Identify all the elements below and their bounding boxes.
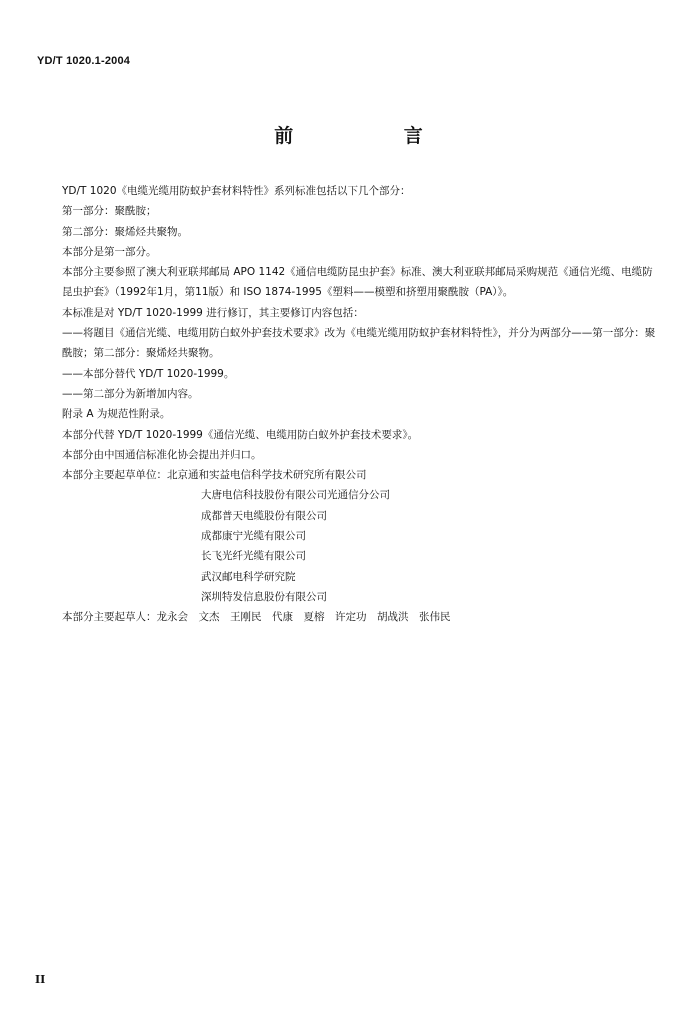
drafters-row	[62, 607, 662, 627]
drafter-name: 代康	[272, 611, 293, 624]
drafting-unit: 北京通和实益电信科学技术研究所有限公司	[167, 469, 367, 482]
paragraph-part-one: 第一部分：聚酰胺；	[62, 205, 157, 218]
paragraph-replaces: ——本部分替代 YD/T 1020-1999。	[62, 367, 235, 380]
paragraph-series-intro: YD/T 1020《电缆光缆用防蚁护套材料特性》系列标准包括以下几个部分：	[62, 185, 411, 197]
drafter-name: 王刚民	[230, 611, 262, 624]
paragraph-references: 本部分主要参照了澳大利亚联邦邮局 APO 1142《通信电缆防昆虫护套》标准、澳大利亚联邦邮局采购规范《通信光缆、电缆防昆虫护套》（1992年1月，第11版）和 ISO 1874-1995《塑料——模塑和挤塑用聚酰胺（PA）》。	[62, 266, 653, 299]
drafting-unit: 大唐电信科技股份有限公司光通信分公司	[201, 489, 390, 502]
page-title: 前 言	[274, 125, 475, 147]
document-body	[62, 181, 662, 628]
drafter-name: 胡战洪	[377, 611, 409, 624]
drafting-unit: 长飞光纤光缆有限公司	[201, 550, 306, 563]
paragraph-new-part: ——第二部分为新增加内容。	[62, 387, 199, 400]
paragraph-revision: 本标准是对 YD/T 1020-1999 进行修订，其主要修订内容包括：	[62, 306, 364, 319]
paragraph-supersedes: 本部分代替 YD/T 1020-1999《通信光缆、电缆用防白蚁外护套技术要求》。	[62, 428, 419, 441]
drafter-name: 许定功	[335, 611, 367, 624]
drafter-name: 文杰	[198, 611, 220, 624]
paragraph-annex: 附录 A 为规范性附录。	[62, 408, 171, 421]
drafting-unit: 深圳特发信息股份有限公司	[201, 590, 327, 603]
drafting-units-row	[62, 465, 662, 485]
paragraph-proposer: 本部分由中国通信标准化协会提出并归口。	[62, 448, 262, 461]
drafter-name: 龙永会	[156, 611, 188, 624]
page-number: II	[35, 973, 46, 986]
drafter-name: 张伟民	[419, 611, 451, 624]
drafting-units-label: 本部分主要起草单位：	[62, 469, 167, 482]
paragraph-this-part: 本部分是第一部分。	[62, 245, 157, 258]
drafter-name: 夏榕	[303, 611, 325, 624]
paragraph-rename: ——将题目《通信光缆、电缆用防白蚁外护套技术要求》改为《电缆光缆用防蚁护套材料特性》，并分为两部分——第一部分：聚酰胺；第二部分：聚烯烃共聚物。	[62, 327, 656, 360]
drafting-unit: 成都康宁光缆有限公司	[201, 530, 306, 543]
drafting-unit: 成都普天电缆股份有限公司	[201, 509, 327, 522]
paragraph-part-two: 第二部分：聚烯烃共聚物。	[62, 225, 188, 238]
drafters-label: 本部分主要起草人：	[62, 611, 157, 624]
drafting-unit: 武汉邮电科学研究院	[201, 570, 296, 583]
standard-number: YD/T 1020.1-2004	[37, 55, 131, 67]
